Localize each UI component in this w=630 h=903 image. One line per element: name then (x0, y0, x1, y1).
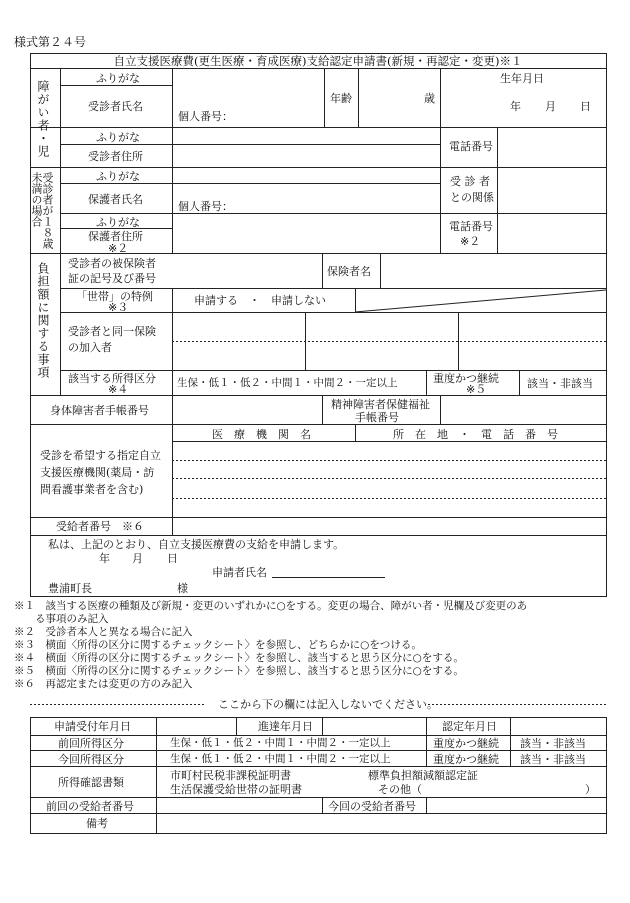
severe-applicable-options[interactable]: 該当・非該当 (527, 377, 593, 390)
declaration-month: 月 (132, 552, 143, 565)
note-2: ※２ 受診者本人と異なる場合に記入 (14, 626, 193, 638)
severe-continuous-note: ※５ (466, 383, 487, 396)
patient-address-furigana: ふりがな (96, 131, 140, 144)
declaration-text: 私は、上記のとおり、自立支援医療費の支給を申請します。 (48, 538, 345, 551)
institution-label-l3: 問看護事業者を含む) (40, 483, 144, 496)
curr-income-options: 生保・低１・低２・中間１・中間２・一定以上 (170, 753, 391, 765)
patient-address-label: 受診者住所 (88, 150, 143, 163)
institution-label-l2: 支援医療機関(薬局・訪 (40, 466, 155, 479)
guardian-phone-note: ※２ (460, 235, 481, 248)
curr-severe-label: 重度かつ継続 (433, 753, 499, 766)
institution-name-column: 医 療 機 関 名 (212, 428, 311, 441)
patient-birth-label: 生年月日 (500, 72, 544, 85)
curr-income-label: 今回所得区分 (58, 753, 124, 766)
form-number: 様式第２４号 (14, 35, 87, 49)
doc-reduction-cert: 標準負担額減額認定証 (368, 769, 478, 782)
mayor-label: 豊浦町長 (48, 582, 92, 595)
patient-furigana-label: ふりがな (96, 72, 140, 85)
mayor-sama: 様 (177, 582, 188, 595)
income-category-label: 該当する所得区分 (68, 372, 156, 385)
guardian-furigana-label: ふりがな (96, 170, 140, 183)
note-3: ※３ 横面〈所得の区分に関するチェックシート〉を参照し、どちらかに○をつける。 (14, 639, 422, 651)
patient-age-unit: 歳 (424, 92, 435, 105)
guardian-phone-label: 電話番号 (449, 220, 493, 233)
doc-tax-exempt: 市町村民税非課税証明書 (170, 769, 291, 782)
curr-recipient-label: 今回の受給者番号 (328, 800, 416, 813)
curr-applicable-options: 該当・非該当 (520, 753, 586, 766)
guardian-name-label: 保護者氏名 (88, 193, 143, 206)
section-patient-label: 障がい者・児 (36, 80, 50, 158)
prev-severe-label: 重度かつ継続 (433, 737, 499, 750)
section-burden-label: 負担額に関する事項 (36, 262, 50, 379)
severe-continuous-label: 重度かつ継続 (433, 372, 499, 385)
declaration-day: 日 (167, 552, 178, 565)
income-category-options[interactable]: 生保・低１・低２・中間１・中間２・一定以上 (177, 377, 398, 389)
same-insurance-label-l2: の加入者 (68, 341, 112, 354)
note-1-cont: る事項のみ記入 (14, 613, 109, 625)
note-6: ※６ 再認定または変更の方のみ記入 (14, 678, 193, 690)
income-docs-label: 所得確認書類 (58, 776, 124, 789)
guardian-relation-l2: との関係 (450, 191, 494, 204)
guardian-address-label: 保護者住所 (88, 230, 143, 243)
guardian-address-furigana: ふりがな (96, 216, 140, 229)
note-4: ※４ 横面〈所得の区分に関するチェックシート〉を参照し、該当すると思う区分に○をする。 (14, 652, 464, 664)
institution-label-l1: 受診を希望する指定自立 (40, 449, 161, 462)
guardian-id-label: 個人番号： (178, 200, 233, 213)
forwarded-date-label: 進達年月日 (258, 720, 313, 733)
physical-handbook-label: 身体障害者手帳番号 (50, 404, 149, 417)
insured-label-l2: 証の記号及び番号 (68, 272, 156, 285)
special-household-label: 「世帯」の特例 (76, 290, 153, 303)
doc-welfare: 生活保護受給世帯の証明書 (170, 783, 302, 796)
prev-income-options: 生保・低１・低２・中間１・中間２・一定以上 (170, 737, 391, 749)
patient-birth-month: 月 (545, 100, 556, 113)
received-date-label: 申請受付年月日 (54, 720, 131, 733)
recipient-number-label: 受給者番号 ※６ (56, 520, 144, 533)
remarks-label: 備考 (86, 817, 108, 830)
insured-label-l1: 受診者の被保険者 (68, 257, 156, 270)
patient-birth-day: 日 (580, 100, 591, 113)
mental-handbook-label-l2: 手帳番号 (355, 411, 399, 424)
patient-name-label: 受診者氏名 (88, 100, 143, 113)
doc-other: その他（ (378, 783, 422, 796)
declaration-year: 年 (99, 552, 110, 565)
prev-recipient-label: 前回の受給者番号 (46, 800, 134, 813)
patient-birth-year: 年 (510, 100, 521, 113)
special-household-options[interactable]: 申請する ・ 申請しない (194, 294, 326, 307)
same-insurance-label-l1: 受診者と同一保険 (68, 325, 156, 338)
patient-phone-label: 電話番号 (449, 140, 493, 153)
special-household-note: ※３ (108, 301, 129, 314)
section-guardian-label: 受診者が１８歳未満の場合 (30, 172, 54, 249)
note-1: ※１ 該当する医療の種類及び新規・変更のいずれかに○をする。変更の場合、障がい者・児欄及び変更のあ (14, 600, 528, 612)
applicant-name-label: 申請者氏名 (212, 566, 267, 579)
doc-other-close: ） (585, 783, 596, 796)
office-use-divider: ここから下の欄には記入しないでください。 (218, 698, 438, 711)
income-category-note: ※４ (108, 383, 129, 396)
prev-applicable-options: 該当・非該当 (520, 737, 586, 750)
insurer-name-label: 保険者名 (327, 265, 371, 278)
patient-id-label: 個人番号： (178, 110, 233, 123)
prev-income-label: 前回所得区分 (58, 737, 124, 750)
patient-age-label: 年齢 (330, 92, 352, 105)
approved-date-label: 認定年月日 (442, 720, 497, 733)
guardian-address-note: ※２ (108, 242, 129, 255)
mental-handbook-label-l1: 精神障害者保健福祉 (331, 398, 430, 411)
note-5: ※５ 横面〈所得の区分に関するチェックシート〉を参照し、該当すると思う区分に○をする。 (14, 665, 464, 677)
guardian-relation-l1: 受 診 者 (450, 175, 490, 188)
institution-address-column: 所 在 地 ・ 電 話 番 号 (393, 428, 558, 441)
form-title: 自立支援医療費(更生医療・育成医療)支給認定申請書(新規・再認定・変更)※１ (113, 54, 523, 68)
